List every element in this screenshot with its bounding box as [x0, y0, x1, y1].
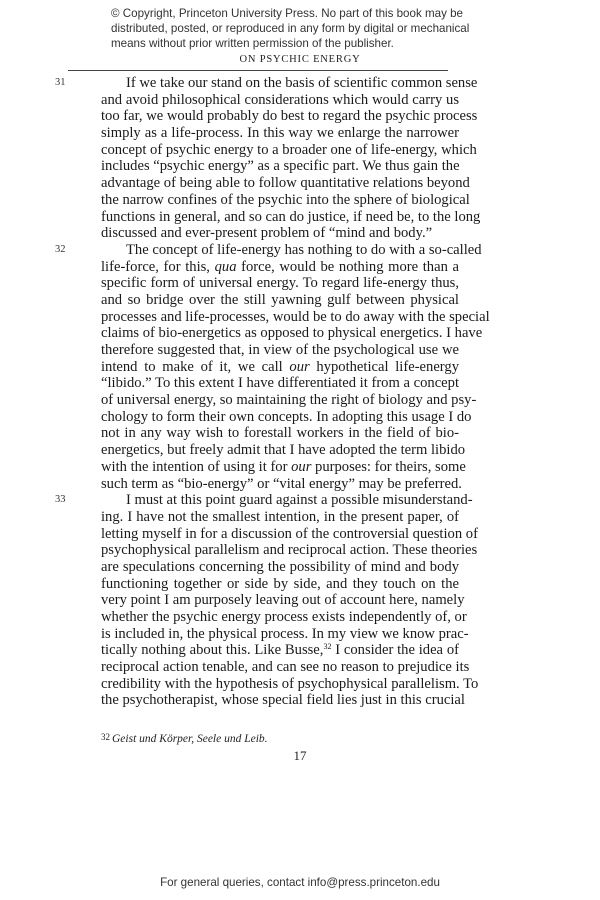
text-line: I must at this point guard against a possible misunderstand-	[126, 492, 473, 509]
text-line: tically nothing about this. Like Busse,$^{32}$ I consider the idea of	[101, 642, 459, 659]
text-line: very point I am purposely leaving out of account here, namely	[101, 592, 465, 609]
text-line: If we take our stand on the basis of scientific common sense	[126, 75, 478, 91]
text-line: advantage of being able to follow quantitative relations beyond	[101, 175, 470, 192]
text-line: the narrow confines of the psychic into the sphere of biological	[101, 191, 470, 208]
text-line: intend to make of it, we call our hypothetical life-energy	[101, 358, 459, 375]
paragraph-number: 32	[55, 243, 66, 255]
text-line: ing. I have not the smallest intention, in the present paper, of	[101, 508, 459, 525]
text-line: of universal energy, so maintaining the right of biology and psy-	[101, 392, 477, 409]
body-text	[55, 75, 490, 709]
text-line: specific form of universal energy. To regard life-energy thus,	[101, 275, 459, 292]
text-line: life-force, for this, qua force, would be nothing more than a	[101, 258, 459, 275]
paragraph	[55, 75, 481, 242]
text-line: psychophysical parallelism and reciprocal action. These theories	[101, 542, 478, 559]
text-line: with the intention of using it for our purposes: for theirs, some	[101, 458, 466, 475]
text-line: and so bridge over the still yawning gulf between physical	[101, 291, 459, 308]
text-line: concept of psychic energy to a broader one of life-energy, which	[101, 141, 477, 158]
copyright-line: means without prior written permission of the publisher.	[111, 37, 394, 50]
footnote-number: 32	[101, 732, 110, 742]
text-line: too far, we would probably do best to regard the psychic process	[101, 108, 478, 125]
text-line: the psychotherapist, whose special field lies just in this crucial	[101, 692, 465, 709]
text-line: chology to form their own concepts. In adopting this usage I do	[101, 408, 472, 425]
text-line: not in any way wish to forestall workers in the field of bio-	[101, 425, 459, 442]
paragraph-number: 33	[55, 494, 66, 506]
footnote-text: Geist und Körper, Seele und Leib.	[112, 733, 268, 745]
text-line: The concept of life-energy has nothing to do with a so-called	[126, 241, 482, 258]
text-line: includes “psychic energy” as a specific part. We thus gain the	[101, 158, 460, 175]
text-line: “libido.” To this extent I have differentiated it from a concept	[101, 375, 459, 392]
text-line: is included in, the physical process. In my view we know prac-	[101, 625, 469, 642]
paragraph-number: 31	[55, 77, 66, 88]
text-line: functioning together or side by side, and they touch on the	[101, 575, 459, 592]
text-line: discussed and ever-present problem of “mind and body.”	[101, 225, 433, 242]
footnote	[101, 732, 268, 745]
copyright-line: distributed, posted, or reproduced in any form by digital or mechanical	[111, 22, 470, 35]
text-line: therefore suggested that, in view of the psychological use we	[101, 342, 459, 358]
text-line: letting myself in for a discussion of the controversial question of	[101, 525, 478, 542]
text-line: functions in general, and so can do justice, if need be, to the long	[101, 208, 481, 225]
text-line: are speculations concerning the possibility of mind and body	[101, 558, 459, 575]
copyright-line: © Copyright, Princeton University Press. No part of this book may be	[111, 7, 463, 20]
text-line: energetics, but freely admit that I have adopted the term libido	[101, 442, 466, 459]
contact-notice: For general queries, contact info@press.princeton.edu	[160, 876, 440, 889]
paragraph	[55, 492, 479, 709]
text-line: credibility with the hypothesis of psychophysical parallelism. To	[101, 675, 479, 692]
header-rule	[68, 70, 448, 71]
paragraph	[55, 241, 490, 492]
text-line: processes and life-processes, would be to do away with the special	[101, 308, 490, 325]
text-line: such term as “bio-energy” or “vital energy” may be preferred.	[101, 475, 462, 492]
running-head: ON PSYCHIC ENERGY	[239, 54, 361, 65]
text-line: and avoid philosophical considerations which would carry us	[101, 91, 459, 108]
text-line: whether the psychic energy process exists independently of, or	[101, 609, 467, 625]
copyright-notice	[111, 6, 531, 51]
text-line: claims of bio-energetics as opposed to physical energetics. I have	[101, 325, 483, 342]
page-number: 17	[293, 748, 307, 763]
text-line: simply as a life-process. In this way we enlarge the narrower	[101, 125, 459, 142]
text-line: reciprocal action tenable, and can see no reason to prejudice its	[101, 659, 470, 676]
